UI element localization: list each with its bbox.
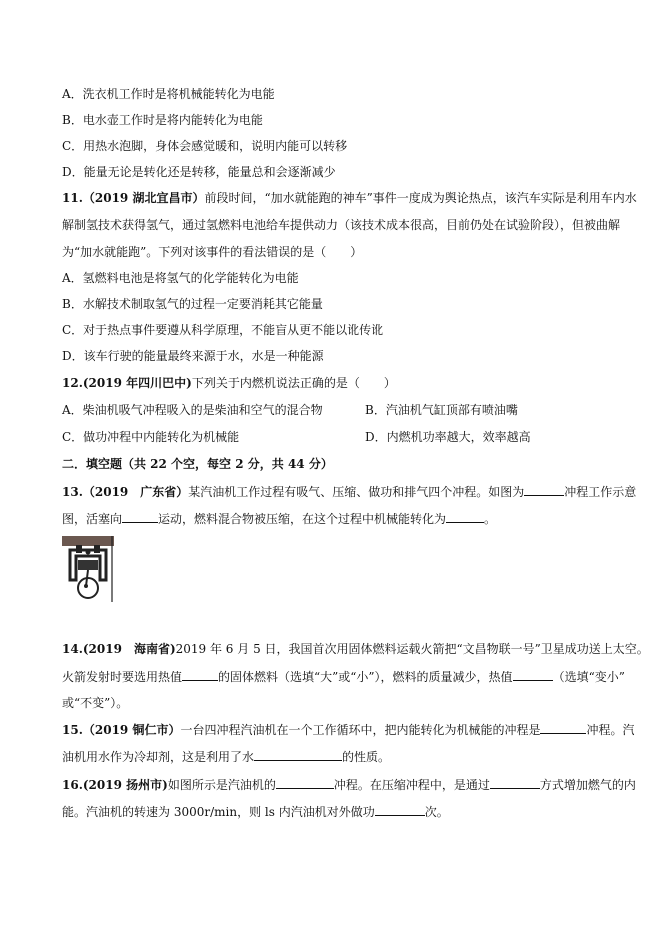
spark-plug-icon: [86, 550, 91, 555]
q12-option-a: A．柴油机吸气冲程吸入的是柴油和空气的混合物: [62, 403, 323, 417]
q11-option-c: C．对于热点事件要遵从科学原理，不能盲从更不能以讹传讹: [62, 323, 384, 337]
engine-cylinder-diagram: [62, 536, 114, 602]
q16-blank-3[interactable]: [375, 804, 425, 816]
crank-pin: [84, 584, 88, 588]
q15-line2: [62, 749, 390, 764]
q15-text-3: 油机用水作为冷却剂，这是利用了水: [62, 750, 255, 764]
q13-text-2: 冲程工作示意: [564, 485, 637, 499]
q15-text-1: 一台四冲程汽油机在一个工作循环中，把内能转化为机械能的冲程是: [180, 723, 541, 737]
q16-line2: [62, 804, 449, 819]
q12-option-b: B．汽油机气缸顶部有喷油嘴: [365, 403, 518, 417]
q10-option-d: D．能量无论是转化还是转移，能量总和会逐渐减少: [62, 165, 336, 179]
q16-text-4: 能。汽油机的转速为 3000r/min，则 ls 内汽油机对外做功: [62, 805, 375, 819]
q10-option-b: B．电水壶工作时是将内能转化为电能: [62, 113, 263, 127]
q14-blank-2[interactable]: [513, 669, 553, 681]
q15-line1: [62, 722, 635, 737]
q10-option-c: C．用热水泡脚，身体会感觉暖和，说明内能可以转移: [62, 139, 348, 153]
q16-text-2: 冲程。在压缩冲程中，是通过: [333, 778, 490, 792]
q11-stem-line3: 为“加水就能跑”。下列对该事件的看法错误的是（ ）: [62, 245, 363, 259]
q13-text-4: 运动，燃料混合物被压缩，在这个过程中机械能转化为: [158, 512, 447, 526]
q11-stem-line1: [62, 191, 637, 205]
q14-line3: 或“不变”）。: [62, 696, 129, 710]
q14-text-1: 2019 年 6 月 5 日，我国首次用固体燃料运载火箭把“文昌物联一号”卫星成功送上太空。: [175, 642, 649, 656]
q13-source: 13.（2019 广东省）: [62, 485, 189, 499]
q12-stem: [62, 376, 396, 390]
q14-line2: [62, 669, 625, 684]
q11-stem-line2: 解制氢技术获得氢气，通过氢燃料电池给车提供动力（该技术成本很高，目前仍处在试验阶段），但被曲解: [62, 218, 621, 232]
q16-text-3: 方式增加燃气的内: [539, 778, 636, 792]
q12-option-d: D．内燃机功率越大，效率越高: [365, 430, 531, 444]
q16-line1: [62, 777, 636, 792]
section-title: 二．填空题（共 22 个空，每空 2 分，共 44 分）: [62, 457, 333, 471]
q13-blank-2[interactable]: [122, 511, 158, 523]
q13-text-5: 。: [484, 512, 497, 526]
q11-option-b: B．水解技术制取氢气的过程一定要消耗其它能量: [62, 297, 323, 311]
q13-line1: [62, 484, 636, 499]
diagram-header-strip: [62, 536, 114, 546]
q15-source: 15.（2019 铜仁市）: [62, 723, 181, 737]
q16-blank-2[interactable]: [490, 777, 540, 789]
crankshaft-wheel: [78, 578, 98, 598]
q13-text-1: 某汽油机工作过程有吸气、压缩、做功和排气四个冲程。如图为: [188, 485, 525, 499]
q14-blank-1[interactable]: [182, 669, 218, 681]
q16-text-5: 次。: [424, 805, 449, 819]
q15-blank-1[interactable]: [540, 722, 586, 734]
q10-option-a: A．洗衣机工作时是将机械能转化为电能: [62, 87, 275, 101]
q13-text-3: 图，活塞向: [62, 512, 123, 526]
q12-text: 下列关于内燃机说法正确的是（ ）: [191, 376, 396, 390]
q14-line1: [62, 642, 649, 656]
q15-text-2: 冲程。汽: [586, 723, 635, 737]
intake-valve: [76, 545, 82, 553]
piston: [78, 560, 98, 570]
q13-blank-3[interactable]: [446, 511, 484, 523]
q16-blank-1[interactable]: [276, 777, 334, 789]
q16-text-1: 如图所示是汽油机的: [167, 778, 276, 792]
q13-blank-1[interactable]: [524, 484, 564, 496]
q11-option-a: A．氢燃料电池是将氢气的化学能转化为电能: [62, 271, 299, 285]
q12-option-c: C．做功冲程中内能转化为机械能: [62, 430, 240, 444]
q14-text-2: 火箭发射时要选用热值: [62, 670, 183, 684]
q14-text-4: （选填“变小”: [552, 670, 625, 684]
exhaust-valve: [94, 545, 100, 553]
q11-source: 11.（2019 湖北宜昌市）: [62, 191, 205, 205]
q11-text-1: 前段时间，“加水就能跑的神车”事件一度成为舆论热点，该汽车实际是利用车内水: [204, 191, 637, 205]
q16-source: 16.(2019 扬州市): [62, 778, 168, 792]
q14-text-3: 的固体燃料（选填“大”或“小”），燃料的质量减少，热值: [218, 670, 513, 684]
q13-line2: [62, 511, 496, 526]
q11-option-d: D．该车行驶的能量最终来源于水，水是一种能源: [62, 349, 324, 363]
q15-blank-2[interactable]: [254, 749, 342, 761]
q14-source: 14.(2019 海南省): [62, 642, 176, 656]
q15-text-4: 的性质。: [342, 750, 391, 764]
q12-source: 12.(2019 年四川巴中): [62, 376, 192, 390]
